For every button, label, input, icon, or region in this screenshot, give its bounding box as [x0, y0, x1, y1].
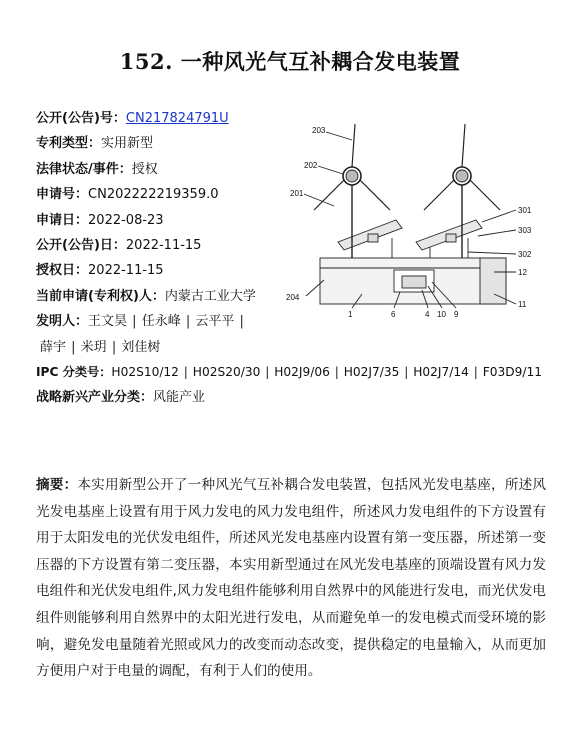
ipc-code: F03D9/11	[482, 365, 542, 380]
assignee-value: 内蒙古工业大学	[164, 288, 256, 304]
fig-label: 11	[518, 300, 527, 309]
abstract-text: 本实用新型公开了一种风光气互补耦合发电装置，包括风光发电基座，所述风光发电基座上设置有用于风力发电的风力发电组件，所述风力发电组件的下方设置有用于太阳发电的光伏发电组件，所述风光发电基座内设置有第一变压器，所述第一变压器的下方设置有第二变压器，本实用新型通过在风光发电基座的顶端设置有风力发电组件和光伏发电组件,风力发电组件能够利用自然界中的风能进行发电，而光伏发电组件则能够利用自然界中的太阳光进行发电，从而避免单一的发电模式而受环境的影响，避免发电量随着光照或风力的改变而动态改变，提供稳定的电量输入，从而更加方便用户对于电量的调配，有利于人们的使用。	[36, 477, 547, 680]
app-no-row: 申请号：CN202222219359.0	[36, 187, 219, 203]
fig-label: 302	[518, 250, 532, 259]
industry-value: 风能产业	[153, 390, 206, 406]
type-value: 实用新型	[101, 136, 154, 152]
grant-date-value: 2022-11-15	[88, 263, 164, 279]
pub-no-link[interactable]: CN217824791U	[125, 111, 229, 126]
fig-label: 10	[437, 310, 446, 319]
fig-label: 6	[391, 310, 396, 319]
type-label: 专利类型	[36, 136, 89, 152]
pub-no-label: 公开(公告)号	[36, 111, 113, 126]
fig-label: 4	[425, 310, 430, 319]
fig-label: 202	[304, 161, 318, 170]
fig-label: 301	[518, 206, 532, 215]
pub-date-row: 公开(公告)日：2022-11-15	[36, 238, 202, 254]
fig-label: 204	[286, 293, 300, 302]
ipc-code: H02J7/14	[413, 365, 469, 380]
app-date-value: 2022-08-23	[88, 212, 164, 228]
inverter-left	[368, 234, 378, 242]
transformer	[402, 276, 426, 288]
inventors-label: 发明人	[36, 314, 76, 330]
ipc-row: IPC 分类号：H02S10/12 | H02S20/30 | H02J9/06 | H02J7/35 | H02J7/14 | F03D9/11	[36, 365, 542, 380]
ipc-label: IPC 分类号	[36, 365, 100, 380]
fig-label: 9	[454, 310, 459, 319]
assignee-label: 当前申请(专利权)人	[36, 288, 152, 304]
inventor: 王文昊	[88, 314, 128, 330]
industry-label: 战略新兴产业分类	[36, 390, 141, 406]
fig-label: 303	[518, 226, 532, 235]
patent-drawing	[282, 118, 544, 324]
pub-no-row: 公开(公告)号：CN217824791U	[36, 111, 229, 126]
inventor: 刘佳树	[121, 339, 161, 355]
inventors-row-cont: 薛宇 | 米玥 | 刘佳树	[40, 339, 161, 355]
status-row: 法律状态/事件：授权	[36, 161, 158, 177]
pub-date-label: 公开(公告)日	[36, 238, 113, 254]
grant-date-label: 授权日	[36, 263, 76, 279]
pub-date-value: 2022-11-15	[125, 238, 202, 254]
app-no-label: 申请号	[36, 187, 76, 203]
ipc-code: H02S20/30	[192, 365, 261, 380]
industry-row: 战略新兴产业分类：风能产业	[36, 390, 206, 406]
inventor: 米玥	[80, 339, 107, 355]
inventors-row: 发明人：王文昊 | 任永峰 | 云平平 |	[36, 314, 244, 330]
page-title: 152. 一种风光气互补耦合发电装置	[119, 49, 461, 74]
assignee-row: 当前申请(专利权)人：内蒙古工业大学	[36, 288, 256, 304]
grant-date-row: 授权日：2022-11-15	[36, 263, 164, 279]
ipc-code: H02J7/35	[343, 365, 400, 380]
fig-label: 12	[518, 268, 527, 277]
inventor: 云平平	[195, 314, 235, 330]
type-row: 专利类型：实用新型	[36, 136, 154, 152]
inventor: 薛宇	[40, 339, 67, 355]
status-value: 授权	[131, 161, 158, 177]
inverter-right	[446, 234, 456, 242]
fig-label: 203	[312, 126, 326, 135]
app-no-value: CN202222219359.0	[88, 187, 219, 203]
base-right-box	[480, 258, 506, 304]
fig-label: 201	[290, 189, 304, 198]
ipc-code: H02J9/06	[274, 365, 330, 380]
abstract: 摘要：本实用新型公开了一种风光气互补耦合发电装置，包括风光发电基座，所述风光发电基座上设置有用于风力发电的风力发电组件，所述风力发电组件的下方设置有用于太阳发电的光伏发电组件，所述风光发电基座内设置有第一变压器，所述第一变压器的下方设置有第二变压器，本实用新型通过在风光发电基座的顶端设置有风力发电组件和光伏发电组件,风力发电组件能够利用自然界中的风能进行发电，而光伏发电组件则能够利用自然界中的太阳光进行发电，从而避免单一的发电模式而受环境的影响，避免发电量随着光照或风力的改变而动态改变，提供稳定的电量输入，从而更加方便用户对于电量的调配，有利于人们的使用。	[36, 477, 547, 680]
fig-label: 1	[348, 310, 353, 319]
abstract-label: 摘要	[36, 477, 64, 493]
app-date-label: 申请日	[36, 212, 76, 228]
app-date-row: 申请日：2022-08-23	[36, 212, 164, 228]
inventor: 任永峰	[141, 314, 181, 330]
ipc-code: H02S10/12	[111, 365, 179, 380]
status-label: 法律状态/事件	[36, 161, 119, 177]
